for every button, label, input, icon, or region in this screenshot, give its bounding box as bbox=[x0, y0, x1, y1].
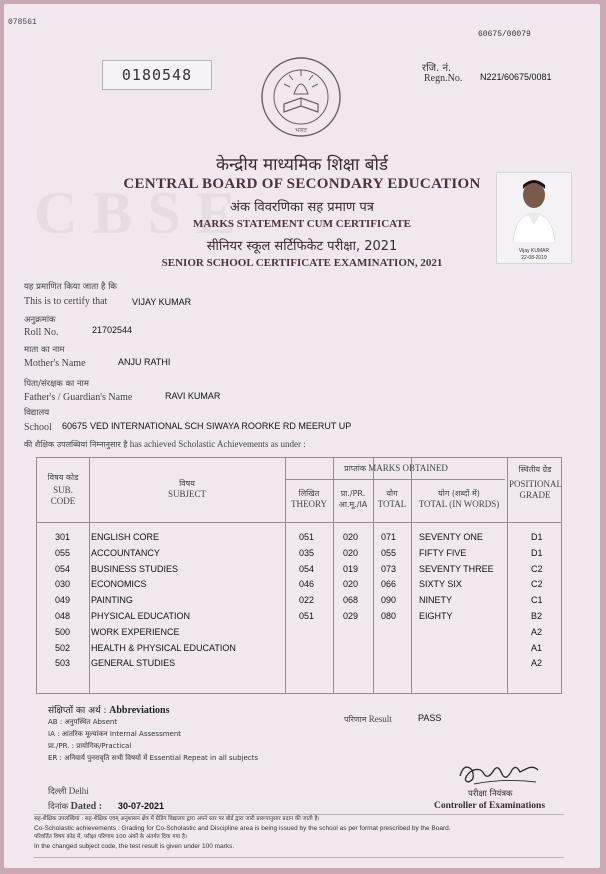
cell-code: 048 bbox=[55, 611, 71, 621]
cert-title-en: MARKS STATEMENT CUM CERTIFICATE bbox=[193, 218, 411, 230]
cell-subject: PAINTING bbox=[91, 595, 133, 606]
cell-theory: 035 bbox=[299, 547, 315, 558]
achievements-line bbox=[24, 439, 306, 450]
top-right-number: 60675/00079 bbox=[478, 30, 531, 39]
cell-pr: 068 bbox=[343, 595, 359, 606]
cell-total: 055 bbox=[381, 547, 397, 558]
cell-grade: C2 bbox=[531, 563, 543, 574]
school-label-hi: विद्यालय bbox=[24, 408, 50, 418]
cell-total: 080 bbox=[381, 611, 397, 621]
cell-subject: ENGLISH CORE bbox=[91, 532, 160, 542]
logo-text-bottom: भारत bbox=[295, 127, 307, 134]
cell-total: 073 bbox=[381, 563, 397, 574]
cell-subject: BUSINESS STUDIES bbox=[91, 563, 179, 574]
header-total: योग TOTAL bbox=[377, 489, 407, 509]
abbrev-ia: IA : आंतरिक मूल्यांकन Internal Assessment bbox=[48, 730, 182, 738]
issue-date: 30-07-2021 bbox=[118, 801, 165, 811]
note-changed-code-en: In the changed subject code, the test result is given under 100 marks. bbox=[34, 843, 235, 850]
marks-table bbox=[36, 457, 562, 694]
header-total-words: योग (शब्दों में) TOTAL (IN WORDS) bbox=[418, 489, 500, 509]
cell-grade: A2 bbox=[531, 658, 543, 669]
cbse-logo bbox=[260, 56, 342, 138]
cell-code: 055 bbox=[55, 547, 71, 558]
cell-pr: 020 bbox=[343, 579, 359, 590]
abbrev-title: संक्षिप्तों का अर्थ : Abbreviations bbox=[48, 705, 170, 716]
roll-number: 21702544 bbox=[92, 325, 133, 335]
cell-words: SEVENTY THREE bbox=[419, 563, 494, 574]
regn-label-en: Regn.No. bbox=[424, 73, 463, 84]
achieved-en: has achieved Scholastic Achievements as under : bbox=[129, 439, 306, 449]
cell-code: 503 bbox=[55, 658, 71, 669]
candidate-name: VIJAY KUMAR bbox=[132, 297, 192, 307]
controller-en: Controller of Examinations bbox=[434, 801, 546, 811]
cell-grade: A2 bbox=[531, 626, 543, 637]
cell-code: 500 bbox=[55, 626, 71, 637]
mother-label-hi: माता का नाम bbox=[24, 345, 65, 355]
result-value: PASS bbox=[418, 713, 442, 723]
candidate-photo-image bbox=[497, 173, 571, 243]
header-positional-grade: स्थितीय ग्रेड POSITIONAL GRADE bbox=[509, 465, 562, 500]
cell-words: FIFTY FIVE bbox=[419, 547, 467, 558]
cell-total: 071 bbox=[381, 532, 397, 542]
cell-subject: GENERAL STUDIES bbox=[91, 658, 176, 669]
header-sub-code: विषय कोड SUB. CODE bbox=[47, 473, 79, 506]
cell-pr: 019 bbox=[343, 563, 359, 574]
cell-subject: ECONOMICS bbox=[91, 579, 147, 590]
father-name: RAVI KUMAR bbox=[165, 391, 221, 401]
school-label-en: School bbox=[24, 422, 52, 433]
cell-subject: HEALTH & PHYSICAL EDUCATION bbox=[91, 642, 236, 653]
roll-label-en: Roll No. bbox=[24, 327, 59, 338]
certify-en: This is to certify that bbox=[24, 296, 108, 307]
cell-subject: PHYSICAL EDUCATION bbox=[91, 611, 191, 621]
cell-theory: 022 bbox=[299, 595, 315, 606]
board-title-en: CENTRAL BOARD OF SECONDARY EDUCATION bbox=[123, 176, 481, 192]
top-left-number: 078561 bbox=[8, 18, 37, 27]
achieved-hi: की शैक्षिक उपलब्धियां निम्नानुसार है bbox=[24, 440, 128, 449]
exam-title-en: SENIOR SCHOOL CERTIFICATE EXAMINATION, 2021 bbox=[161, 257, 443, 269]
footer-notes bbox=[34, 814, 564, 858]
controller-signature bbox=[454, 756, 544, 788]
header-pr-ia: प्रा./PR. आ.मू./IA bbox=[338, 489, 368, 509]
header-theory: लिखित THEORY bbox=[291, 489, 327, 509]
school-name: VED INTERNATIONAL SCH SIWAYA ROORKE RD MEERUT UP bbox=[90, 421, 352, 431]
serial-number: 0180548 bbox=[102, 60, 212, 90]
note-co-scholastic-en: Co-Scholastic achievements : Grading for Co-Scholastic and Discipline area is being issued by the school as per format prescribed by the Board. bbox=[34, 825, 451, 832]
header-subject: विषय SUBJECT bbox=[167, 479, 206, 499]
cell-grade: B2 bbox=[531, 611, 543, 621]
place: दिल्ली Delhi bbox=[48, 786, 89, 797]
result-label: परिणाम Result bbox=[344, 714, 392, 724]
abbrev-pr: प्रा./PR. : प्रायोगिक/Practical bbox=[48, 742, 132, 750]
candidate-photo bbox=[496, 172, 572, 264]
cell-words: SEVENTY ONE bbox=[419, 532, 483, 542]
cell-grade: A1 bbox=[531, 642, 543, 653]
father-label-en: Father's / Guardian's Name bbox=[24, 392, 133, 403]
mother-label-en: Mother's Name bbox=[24, 358, 86, 369]
cell-pr: 020 bbox=[343, 547, 359, 558]
header-marks-obtained: प्राप्तांक MARKS OBTAINED bbox=[344, 463, 448, 473]
dated-label: दिनांक Dated : bbox=[48, 801, 103, 812]
certificate-sheet bbox=[4, 4, 600, 868]
cell-total: 090 bbox=[381, 595, 397, 606]
abbrev-er: ER : अनिवार्य पुनरावृति सभी विषयों में Essential Repeat in all subjects bbox=[48, 754, 259, 762]
cell-grade: C2 bbox=[531, 579, 543, 590]
cell-words: NINETY bbox=[419, 595, 453, 606]
abbrev-ab: AB : अनुपस्थित Absent bbox=[48, 718, 118, 726]
father-label-hi: पिता/संरक्षक का नाम bbox=[24, 379, 89, 389]
cell-code: 030 bbox=[55, 579, 71, 590]
controller-hi: परीक्षा नियंत्रक bbox=[468, 789, 513, 799]
cell-grade: D1 bbox=[531, 532, 543, 542]
photo-caption-date: 22-08-2019 bbox=[521, 255, 547, 261]
photo-caption-name: Vijay KUMAR bbox=[518, 248, 550, 254]
cell-words: EIGHTY bbox=[419, 611, 453, 621]
cell-pr: 020 bbox=[343, 532, 359, 542]
cell-words: SIXTY SIX bbox=[419, 579, 462, 590]
board-title-hi: केन्द्रीय माध्यमिक शिक्षा बोर्ड bbox=[215, 155, 389, 175]
cell-code: 049 bbox=[55, 595, 71, 606]
watermark: C B S E bbox=[34, 180, 236, 246]
cell-grade: C1 bbox=[531, 595, 543, 606]
cell-pr: 029 bbox=[343, 611, 359, 621]
cell-total: 066 bbox=[381, 579, 397, 590]
cert-title-hi: अंक विवरणिका सह प्रमाण पत्र bbox=[230, 200, 374, 215]
roll-label-hi: अनुक्रमांक bbox=[24, 315, 56, 325]
mother-name: ANJU RATHI bbox=[118, 357, 171, 367]
exam-title-hi: सीनियर स्कूल सर्टिफिकेट परीक्षा, 2021 bbox=[206, 239, 398, 254]
note-changed-code-hi: परिवर्तित विषय कोड में, परीक्षा परिणाम 100 अंकों के अंतर्गत दिया गया है। bbox=[34, 834, 188, 840]
cell-subject: WORK EXPERIENCE bbox=[91, 626, 180, 637]
cell-code: 301 bbox=[55, 532, 71, 542]
cell-theory: 046 bbox=[299, 579, 315, 590]
cell-subject: ACCOUNTANCY bbox=[91, 547, 160, 558]
school-code: 60675 bbox=[62, 421, 88, 431]
regn-label-hi: रजि. नं. bbox=[422, 63, 452, 74]
regn-number: N221/60675/0081 bbox=[480, 72, 552, 82]
cell-theory: 054 bbox=[299, 563, 315, 574]
cell-theory: 051 bbox=[299, 532, 315, 542]
certify-hi: यह प्रमाणित किया जाता है कि bbox=[24, 282, 117, 292]
cell-theory: 051 bbox=[299, 611, 315, 621]
cell-grade: D1 bbox=[531, 547, 543, 558]
note-co-scholastic-hi: सह-शैक्षिक उपलब्धियां : सह-शैक्षिक एवम् अनुशासन क्षेत्र में ग्रेडिंग विद्यालय द्वारा अपने स्तर पर बोर्ड द्वारा जारी प्रारूपानुसार प्रदान की जाती है। bbox=[34, 816, 320, 822]
cell-code: 054 bbox=[55, 563, 71, 574]
cell-code: 502 bbox=[55, 642, 71, 653]
